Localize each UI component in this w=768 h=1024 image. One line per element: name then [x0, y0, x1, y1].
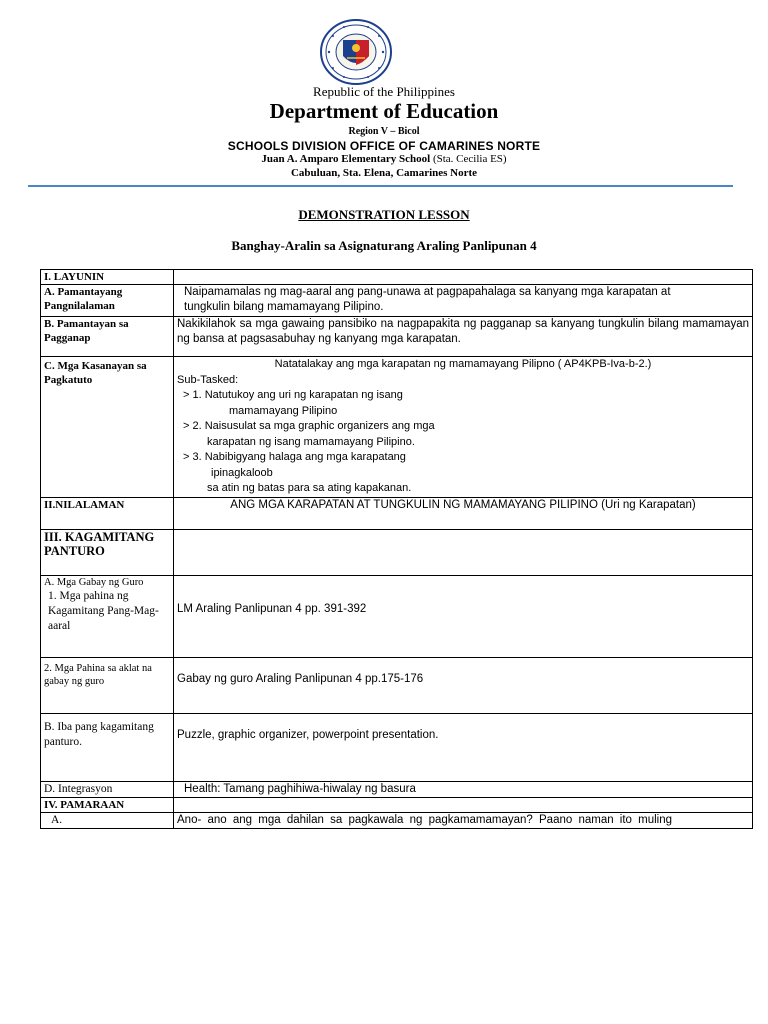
school-alias: (Sta. Cecilia ES) — [432, 153, 507, 165]
kasanayan-value — [174, 357, 753, 498]
kasanayan-item2-b: karapatan ng isang mamamayang Pilipino. — [207, 435, 415, 448]
kasanayan-item3-b: ipinagkaloob — [211, 466, 273, 479]
region-heading: Region V – Bicol — [348, 126, 420, 137]
kasanayan-main: Natatalakay ang mga karapatan ng mamamayang Pilipno ( AP4KPB-Iva-b-2.) — [274, 358, 652, 370]
table-row-a — [41, 812, 753, 828]
lesson-plan-table — [40, 269, 753, 829]
table-row-pamaraan — [41, 797, 753, 812]
iba-pang-value: Puzzle, graphic organizer, powerpoint presentation. — [174, 713, 753, 781]
kasanayan-sub-tasked: Sub-Tasked: — [177, 373, 239, 386]
header-divider — [28, 185, 733, 187]
gabay-label — [41, 575, 174, 657]
nilalaman-label: II.NILALAMAN — [41, 497, 174, 529]
pamantayan-pagganap-value: Nakikilahok sa mga gawaing pansibiko na nagpapakita ng pagganap sa kanyang tungkulin bilang mamamayan ng bansa at pagsasabuhay ng kanyang mga karapatan. — [174, 317, 753, 357]
kasanayan-item3-c: sa atin ng batas para sa ating kapakanan. — [207, 482, 412, 494]
pamaraan-value — [174, 797, 753, 812]
pamaraan-label: IV. PAMARAAN — [41, 797, 174, 812]
iba-pang-label: B. Iba pang kagamitang panturo. — [41, 713, 174, 781]
kagamitang-panturo-label: III. KAGAMITANG PANTURO — [41, 529, 174, 575]
nilalaman-value: ANG MGA KARAPATAN AT TUNGKULIN NG MAMAMAYANG PILIPINO (Uri ng Karapatan) — [174, 497, 753, 529]
school-heading — [0, 153, 768, 165]
department-heading: Department of Education — [269, 99, 499, 123]
table-row-kasanayan — [41, 357, 753, 498]
deped-seal-logo — [319, 18, 393, 86]
pamantayang-pangnilalaman-label: A. Pamantayang Pangnilalaman — [41, 285, 174, 317]
table-row-kagamitang-panturo — [41, 529, 753, 575]
table-row-pahina-aklat — [41, 657, 753, 713]
plan-title: Banghay-Aralin sa Asignaturang Araling Panlipunan 4 — [231, 238, 537, 253]
kasanayan-item2-a: > 2. Naisusulat sa mga graphic organizers ang mga — [183, 420, 435, 432]
table-row-pamantayan-pagganap — [41, 317, 753, 357]
pamantayang-pangnilalaman-value — [174, 285, 753, 317]
kasanayan-item1-b: mamamayang Pilipino — [229, 404, 338, 417]
table-row-integrasyon — [41, 781, 753, 797]
a-row-label: A. — [41, 812, 174, 828]
school-address: Cabuluan, Sta. Elena, Camarines Norte — [290, 167, 478, 179]
integrasyon-label: D. Integrasyon — [41, 781, 174, 797]
pamantayang-pangnilalaman-line1: Naipamamalas ng mag-aaral ang pang-unawa at pagpapahalaga sa kanyang mga karapatan at — [184, 286, 671, 298]
table-row-iba-pang — [41, 713, 753, 781]
pahina-aklat-label: 2. Mga Pahina sa aklat na gabay ng guro — [41, 657, 174, 713]
gabay-label-1: 1. Mga pahina ng Kagamitang Pang-Mag-aaral — [48, 589, 159, 632]
pamantayang-pangnilalaman-line2: tungkulin bilang mamamayang Pilipino. — [184, 301, 384, 313]
pamantayan-pagganap-label: B. Pamantayan sa Pagganap — [41, 317, 174, 357]
lesson-type-title: DEMONSTRATION LESSON — [298, 207, 470, 222]
pahina-aklat-value: Gabay ng guro Araling Panlipunan 4 pp.175-176 — [174, 657, 753, 713]
kasanayan-item3-a: > 3. Nabibigyang halaga ang mga karapatang — [183, 451, 406, 463]
gabay-value: LM Araling Panlipunan 4 pp. 391-392 — [174, 575, 753, 657]
kasanayan-item1-a: > 1. Natutukoy ang uri ng karapatan ng isang — [183, 389, 403, 401]
table-row-nilalaman — [41, 497, 753, 529]
a-row-value: Ano- ano ang mga dahilan sa pagkawala ng pagkamamamayan? Paano naman ito muling — [174, 812, 753, 828]
republic-heading: Republic of the Philippines — [313, 84, 455, 99]
layunin-label: I. LAYUNIN — [41, 270, 174, 285]
gabay-label-a: A. Mga Gabay ng Guro — [44, 576, 144, 588]
layunin-value — [174, 270, 753, 285]
division-heading: SCHOOLS DIVISION OFFICE OF CAMARINES NORTE — [227, 139, 541, 153]
school-name: Juan A. Amparo Elementary School — [261, 153, 431, 165]
kasanayan-label: C. Mga Kasanayan sa Pagkatuto — [41, 357, 174, 498]
table-row-pamantayang-pangnilalaman — [41, 285, 753, 317]
integrasyon-value: Health: Tamang paghihiwa-hiwalay ng basura — [174, 781, 753, 797]
table-row-gabay — [41, 575, 753, 657]
kagamitang-panturo-value — [174, 529, 753, 575]
table-row-layunin — [41, 270, 753, 285]
